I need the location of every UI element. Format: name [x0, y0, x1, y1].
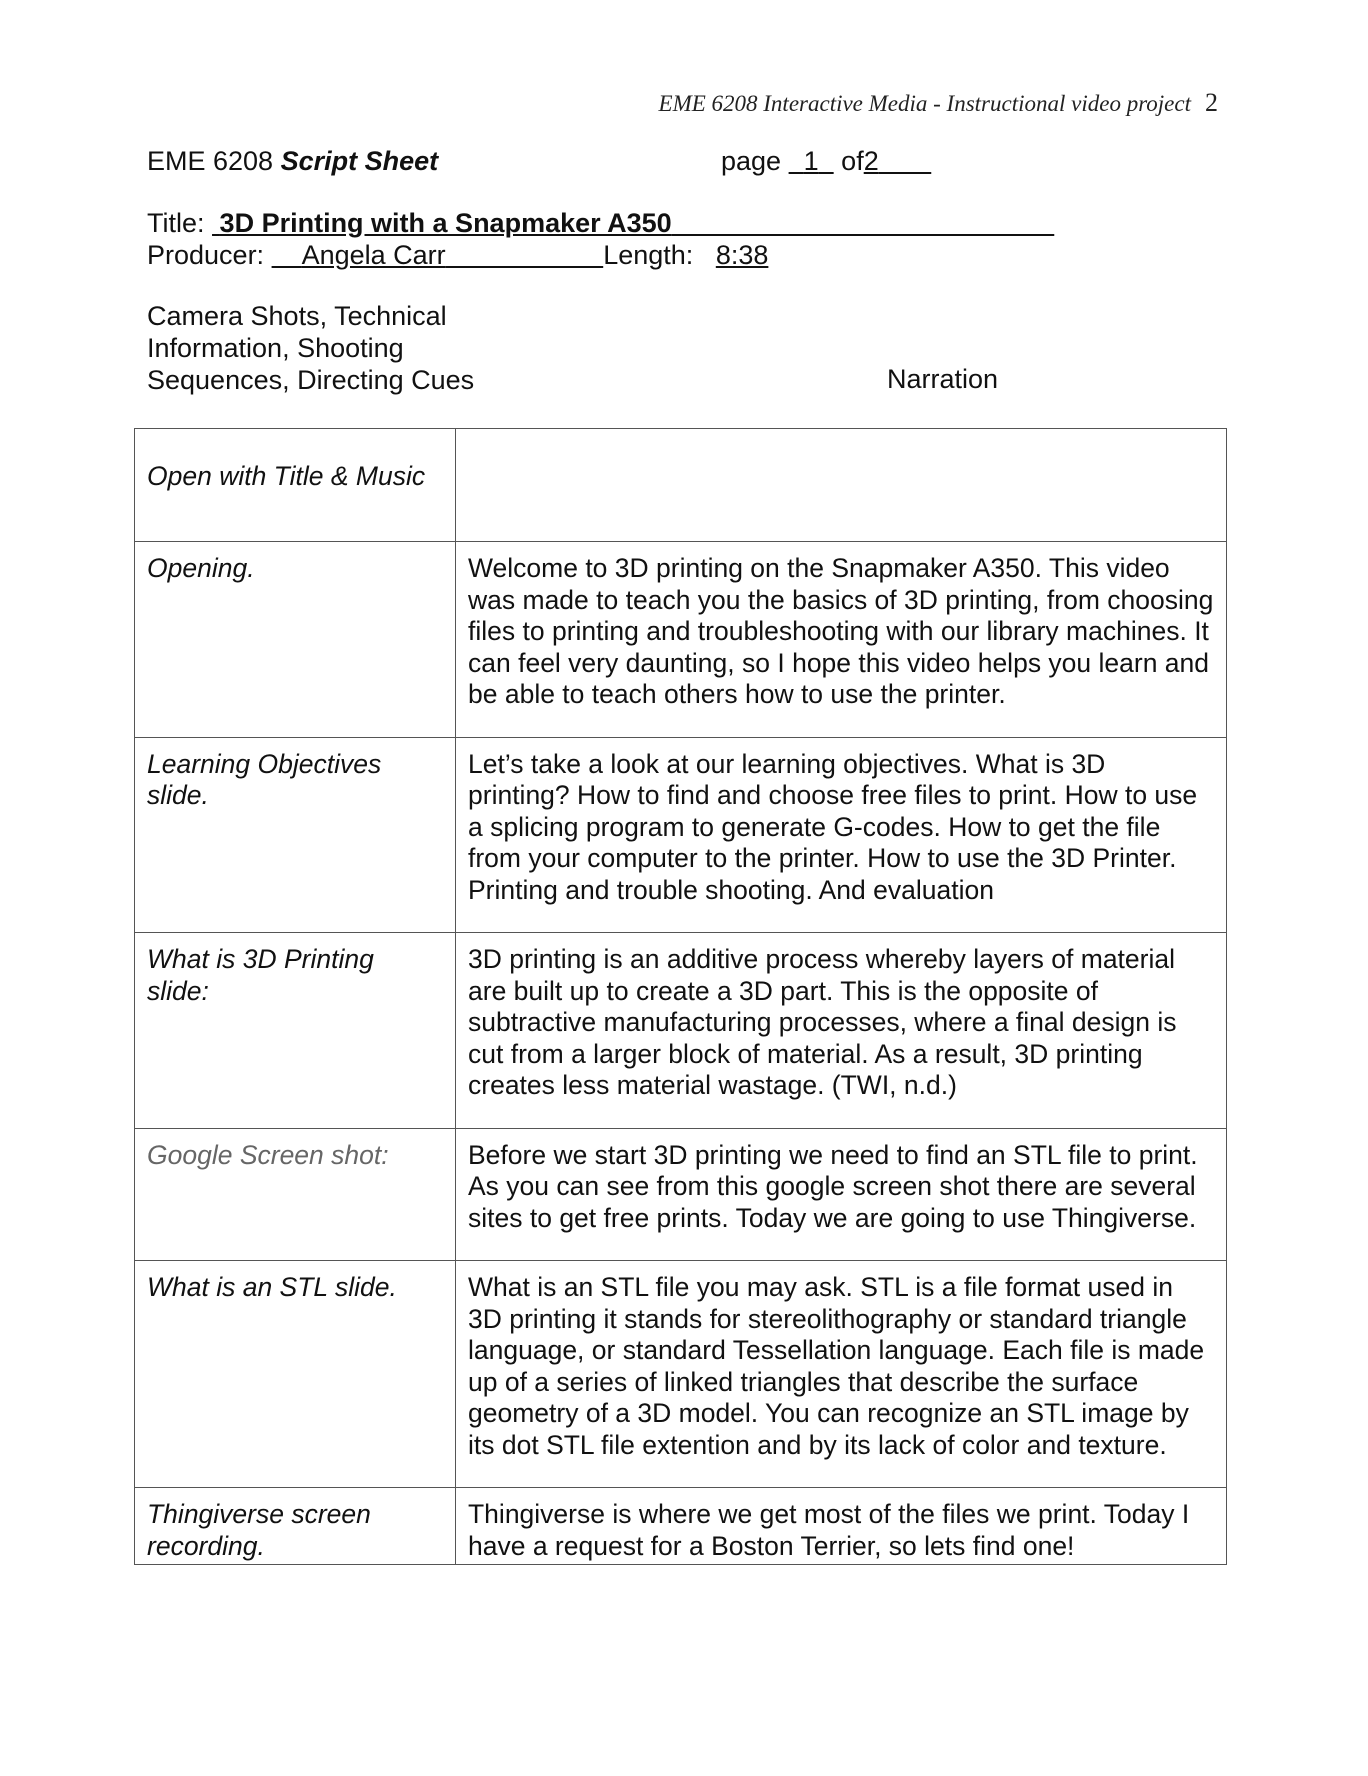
narration-cell: Welcome to 3D printing on the Snapmaker A350. This video was made to teach you the basics of 3D printing, from choosing files to printing and troubleshooting with our library machines. It can feel very daunting, so I hope this video helps you learn and be able to teach others how to use the printer.	[456, 542, 1227, 738]
cues-heading-line: Information, Shooting	[147, 333, 404, 363]
course-code: EME 6208	[147, 146, 274, 176]
script-table	[134, 428, 1227, 1565]
running-head	[659, 88, 1218, 118]
table-row	[135, 1128, 1227, 1261]
cues-heading-line: Sequences, Directing Cues	[147, 365, 475, 395]
cue-cell: Learning Objectives slide.	[135, 737, 456, 933]
cue-cell: Thingiverse screen recording.	[135, 1488, 456, 1565]
table-row	[135, 1261, 1227, 1488]
page-total: 2	[863, 146, 879, 176]
page-total-blank	[864, 146, 932, 176]
producer-name: Angela Carr	[301, 240, 446, 270]
page-current: 1	[803, 146, 819, 176]
table-row	[135, 1488, 1227, 1565]
sheet-heading	[147, 146, 438, 177]
page-current-blank	[789, 146, 834, 176]
cue-cell: Open with Title & Music	[135, 429, 456, 542]
producer-line	[147, 240, 768, 271]
sheet-name: Script Sheet	[280, 146, 439, 176]
narration-column-heading: Narration	[887, 364, 999, 394]
page-label: page	[721, 146, 782, 176]
narration-cell: Let’s take a look at our learning objectives. What is 3D printing? How to find and choose free files to print. How to use a splicing program to generate G-codes. How to get the file from your computer to the printer. How to use the 3D Printer. Printing and trouble shooting. And evaluation	[456, 737, 1227, 933]
narration-cell: Before we start 3D printing we need to find an STL file to print. As you can see from this google screen shot there are several sites to get free prints. Today we are going to use Thingiverse.	[456, 1128, 1227, 1261]
running-head-text: EME 6208 Interactive Media - Instructional video project	[658, 91, 1191, 116]
of-label: of	[841, 146, 864, 176]
title-line	[147, 208, 1054, 239]
cues-heading-line: Camera Shots, Technical	[147, 301, 447, 331]
title-label: Title:	[147, 208, 205, 238]
title-blank	[212, 208, 1054, 238]
table-row	[135, 737, 1227, 933]
video-length: 8:38	[715, 240, 769, 270]
table-row	[135, 429, 1227, 542]
cues-column-heading	[147, 300, 474, 396]
video-title: 3D Printing with a Snapmaker A350	[219, 208, 672, 238]
producer-blank	[272, 240, 604, 270]
narration-cell: Thingiverse is where we get most of the files we print. Today I have a request for a Boston Terrier, so lets find one!	[456, 1488, 1227, 1565]
page-counter	[721, 146, 931, 177]
table-row	[135, 542, 1227, 738]
producer-label: Producer:	[147, 240, 265, 270]
cue-cell: Google Screen shot:	[135, 1128, 456, 1261]
length-label: Length:	[603, 240, 694, 270]
narration-cell: What is an STL file you may ask. STL is a file format used in 3D printing it stands for stereolithography or standard triangle language, or standard Tessellation language. Each file is made up of a series of linked triangles that describe the surface geometry of a 3D model. You can recognize an STL image by its dot STL file extention and by its lack of color and texture.	[456, 1261, 1227, 1488]
table-row	[135, 933, 1227, 1129]
page-number: 2	[1205, 88, 1218, 117]
narration-cell	[456, 429, 1227, 542]
cue-cell: Opening.	[135, 542, 456, 738]
narration-cell: 3D printing is an additive process whereby layers of material are built up to create a 3D part. This is the opposite of subtractive manufacturing processes, where a final design is cut from a larger block of material. As a result, 3D printing creates less material wastage. (TWI, n.d.)	[456, 933, 1227, 1129]
cue-cell: What is 3D Printing slide:	[135, 933, 456, 1129]
cue-cell: What is an STL slide.	[135, 1261, 456, 1488]
